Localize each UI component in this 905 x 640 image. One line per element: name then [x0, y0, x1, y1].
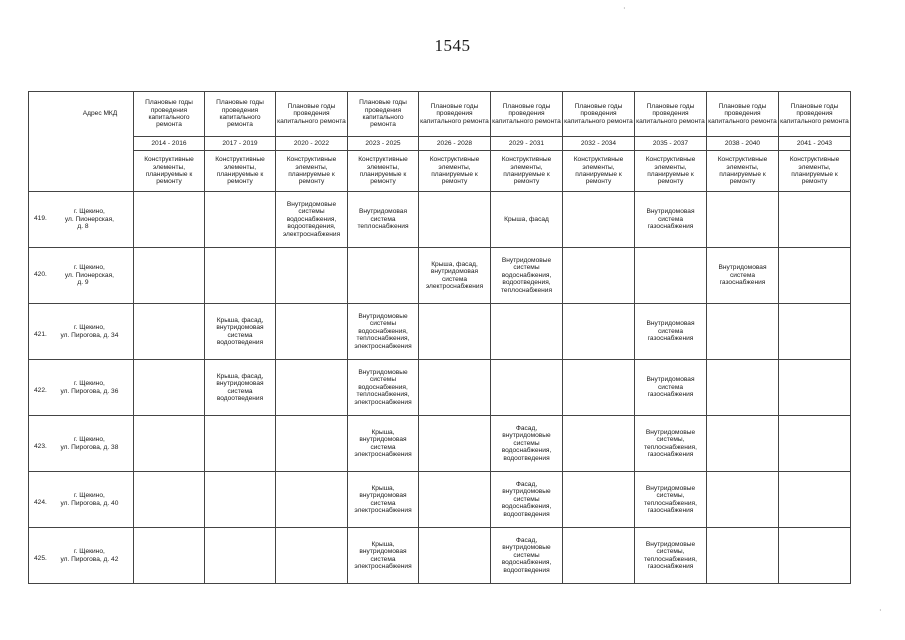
address-cell	[29, 472, 134, 528]
repair-cell	[563, 528, 635, 584]
repair-cell	[563, 248, 635, 304]
repair-cell	[563, 472, 635, 528]
repair-cell	[276, 304, 348, 360]
period-header: 2029 - 2031	[491, 137, 563, 151]
repair-cell	[134, 528, 205, 584]
repair-cell-text: Крыша, фасад	[504, 215, 549, 223]
repair-cell	[419, 248, 491, 304]
repair-cell	[134, 416, 205, 472]
repair-cell	[419, 472, 491, 528]
row-address: г. Щекино, ул. Пионерская, д. 8	[64, 208, 114, 231]
repair-cell	[707, 360, 779, 416]
elements-header: Конструктивные элементы, планируемые к ремонту	[134, 151, 205, 192]
repair-cell	[205, 304, 276, 360]
table-row	[29, 528, 851, 584]
repair-cell-text: Крыша, фасад, внутридомовая система водоотведения	[216, 372, 264, 402]
period-header: 2023 - 2025	[348, 137, 419, 151]
repair-cell-text: Крыша, внутридомовая система электроснабжения	[354, 428, 412, 458]
elements-header: Конструктивные элементы, планируемые к ремонту	[563, 151, 635, 192]
scan-mark: ·	[879, 606, 882, 615]
repair-cell-text: Внутридомовая система газоснабжения	[646, 376, 695, 399]
repair-cell	[635, 192, 707, 248]
address-cell	[29, 360, 134, 416]
repair-cell	[276, 192, 348, 248]
repair-cell	[134, 192, 205, 248]
repair-cell	[205, 360, 276, 416]
row-number: 423.	[34, 443, 47, 451]
repair-cell	[779, 192, 851, 248]
repair-cell	[348, 304, 419, 360]
address-cell	[29, 304, 134, 360]
row-number: 421.	[34, 331, 47, 339]
repair-cell	[491, 192, 563, 248]
repair-cell-text: Фасад, внутридомовые системы водоснабжения, водоотведения	[501, 536, 552, 574]
planned-years-header: Плановые годы проведения капитального ремонта	[348, 92, 419, 137]
repair-cell	[419, 416, 491, 472]
repair-cell	[205, 248, 276, 304]
elements-header: Конструктивные элементы, планируемые к ремонту	[635, 151, 707, 192]
planned-years-header: Плановые годы проведения капитального ремонта	[419, 92, 491, 137]
repair-cell	[348, 248, 419, 304]
planned-years-header: Плановые годы проведения капитального ремонта	[707, 92, 779, 137]
repair-cell	[134, 360, 205, 416]
row-address: г. Щекино, ул. Пирогова, д. 34	[60, 324, 119, 339]
repair-cell	[419, 528, 491, 584]
repair-cell	[563, 360, 635, 416]
period-header: 2032 - 2034	[563, 137, 635, 151]
repair-cell	[491, 304, 563, 360]
page-number: 1545	[434, 36, 471, 55]
repair-cell	[491, 528, 563, 584]
row-address: г. Щекино, ул. Пирогова, д. 42	[60, 548, 119, 563]
capital-repair-plan-table	[28, 91, 851, 584]
repair-cell	[635, 472, 707, 528]
repair-cell	[563, 416, 635, 472]
repair-cell	[276, 248, 348, 304]
repair-cell	[707, 472, 779, 528]
repair-cell-text: Внутридомовые системы, теплоснабжения, газоснабжения	[644, 540, 697, 570]
planned-years-header: Плановые годы проведения капитального ремонта	[779, 92, 851, 137]
repair-cell-text: Внутридомовые системы, теплоснабжения, газоснабжения	[644, 428, 697, 458]
repair-cell	[491, 472, 563, 528]
repair-cell	[707, 528, 779, 584]
repair-cell	[205, 192, 276, 248]
table-row	[29, 416, 851, 472]
elements-header: Конструктивные элементы, планируемые к ремонту	[348, 151, 419, 192]
table-row	[29, 360, 851, 416]
repair-cell	[348, 360, 419, 416]
address-cell	[29, 416, 134, 472]
table-row	[29, 304, 851, 360]
repair-cell	[707, 416, 779, 472]
repair-cell	[348, 416, 419, 472]
planned-years-header: Плановые годы проведения капитального ремонта	[134, 92, 205, 137]
repair-cell-text: Крыша, фасад, внутридомовая система водоотведения	[216, 316, 264, 346]
elements-header: Конструктивные элементы, планируемые к ремонту	[205, 151, 276, 192]
row-number: 419.	[34, 215, 47, 223]
elements-header: Конструктивные элементы, планируемые к ремонту	[276, 151, 348, 192]
repair-cell	[779, 248, 851, 304]
period-header: 2020 - 2022	[276, 137, 348, 151]
repair-cell-text: Внутридомовая система теплоснабжения	[357, 208, 409, 231]
repair-cell	[635, 248, 707, 304]
repair-cell	[635, 416, 707, 472]
scan-mark: ·	[623, 4, 626, 13]
planned-years-header: Плановые годы проведения капитального ремонта	[491, 92, 563, 137]
repair-cell-text: Внутридомовые системы водоснабжения, теплоснабжения, электроснабжения	[354, 312, 412, 350]
row-number: 420.	[34, 271, 47, 279]
planned-years-header: Плановые годы проведения капитального ремонта	[276, 92, 348, 137]
row-address: г. Щекино, ул. Пирогова, д. 38	[60, 436, 119, 451]
address-column-header: Адрес МКД	[29, 92, 134, 192]
repair-cell	[491, 416, 563, 472]
repair-cell-text: Внутридомовые системы водоснабжения, водоотведения, теплоснабжения	[500, 256, 553, 294]
period-header: 2026 - 2028	[419, 137, 491, 151]
repair-cell-text: Фасад, внутридомовые системы водоснабжения, водоотведения	[501, 480, 552, 518]
repair-cell	[707, 304, 779, 360]
repair-cell	[205, 416, 276, 472]
row-number: 425.	[34, 555, 47, 563]
table-row	[29, 472, 851, 528]
table-row	[29, 192, 851, 248]
repair-cell	[779, 360, 851, 416]
repair-cell-text: Внутридомовые системы водоснабжения, водоотведения, электроснабжения	[282, 200, 341, 238]
repair-cell	[348, 528, 419, 584]
repair-cell	[134, 472, 205, 528]
planned-years-header: Плановые годы проведения капитального ремонта	[205, 92, 276, 137]
repair-cell-text: Крыша, фасад, внутридомовая система электроснабжения	[425, 260, 484, 290]
row-address: г. Щекино, ул. Пирогова, д. 40	[60, 492, 119, 507]
repair-cell	[563, 304, 635, 360]
table-row	[29, 248, 851, 304]
repair-cell	[419, 360, 491, 416]
repair-cell	[707, 248, 779, 304]
repair-cell	[491, 360, 563, 416]
elements-header: Конструктивные элементы, планируемые к ремонту	[491, 151, 563, 192]
repair-cell	[134, 304, 205, 360]
repair-cell	[348, 472, 419, 528]
repair-cell	[563, 192, 635, 248]
repair-cell	[779, 416, 851, 472]
repair-cell-text: Внутридомовая система газоснабжения	[646, 208, 695, 231]
repair-cell	[779, 304, 851, 360]
row-number: 424.	[34, 499, 47, 507]
repair-cell-text: Крыша, внутридомовая система электроснабжения	[354, 484, 412, 514]
repair-cell-text: Крыша, внутридомовая система электроснабжения	[354, 540, 412, 570]
elements-header: Конструктивные элементы, планируемые к ремонту	[419, 151, 491, 192]
repair-cell	[276, 528, 348, 584]
planned-years-header: Плановые годы проведения капитального ремонта	[563, 92, 635, 137]
repair-cell	[276, 360, 348, 416]
repair-cell-text: Внутридомовые системы, теплоснабжения, газоснабжения	[644, 484, 697, 514]
repair-cell-text: Внутридомовая система газоснабжения	[646, 320, 695, 343]
repair-cell	[134, 248, 205, 304]
address-cell	[29, 528, 134, 584]
repair-cell	[635, 360, 707, 416]
repair-cell	[348, 192, 419, 248]
repair-cell-text: Внутридомовые системы водоснабжения, теплоснабжения, электроснабжения	[354, 368, 412, 406]
elements-header: Конструктивные элементы, планируемые к ремонту	[779, 151, 851, 192]
repair-cell	[779, 472, 851, 528]
period-header: 2035 - 2037	[635, 137, 707, 151]
period-header: 2014 - 2016	[134, 137, 205, 151]
row-number: 422.	[34, 387, 47, 395]
address-cell	[29, 248, 134, 304]
address-cell	[29, 192, 134, 248]
planned-years-header: Плановые годы проведения капитального ремонта	[635, 92, 707, 137]
repair-cell-text: Фасад, внутридомовые системы водоснабжения, водоотведения	[501, 424, 552, 462]
repair-cell	[419, 192, 491, 248]
repair-cell	[491, 248, 563, 304]
period-header: 2017 - 2019	[205, 137, 276, 151]
repair-cell	[276, 416, 348, 472]
repair-cell	[205, 472, 276, 528]
repair-cell	[707, 192, 779, 248]
repair-cell	[419, 304, 491, 360]
repair-cell	[205, 528, 276, 584]
repair-cell	[635, 304, 707, 360]
period-header: 2041 - 2043	[779, 137, 851, 151]
repair-cell-text: Внутридомовая система газоснабжения	[718, 264, 767, 287]
row-address: г. Щекино, ул. Пирогова, д. 36	[60, 380, 119, 395]
repair-cell	[779, 528, 851, 584]
row-address: г. Щекино, ул. Пионерская, д. 9	[64, 264, 114, 287]
elements-header: Конструктивные элементы, планируемые к ремонту	[707, 151, 779, 192]
repair-cell	[276, 472, 348, 528]
period-header: 2038 - 2040	[707, 137, 779, 151]
repair-cell	[635, 528, 707, 584]
